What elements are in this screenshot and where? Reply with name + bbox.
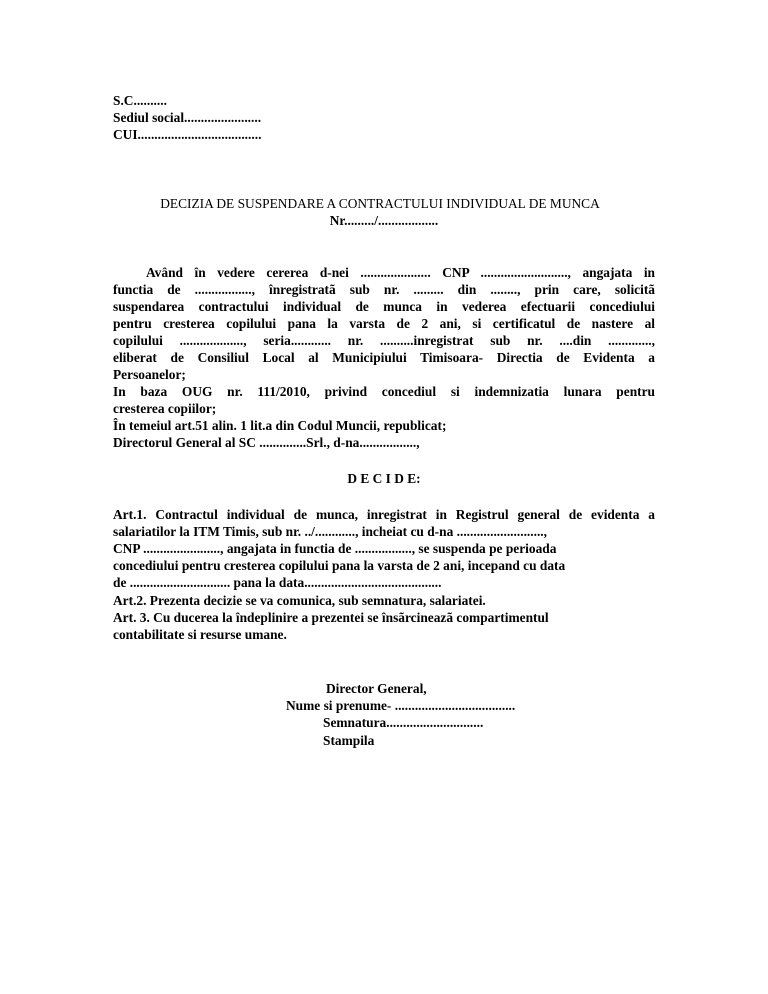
decide-heading: D E C I D E: [347,471,421,486]
article-line: CNP ......................., angajata in functia de ................., se suspenda pe perioada [113,541,557,556]
preamble-line: copilului ..................., seria............ nr. ..........inregistrat sub nr. ....din ............., [113,333,655,348]
decision-number: Nr........./.................. [329,213,439,228]
article-line: concediului pentru cresterea copilului pana la varsta de 2 ani, incepand cu data [113,558,566,573]
article-line: salariatilor la ITM Timis, sub nr. ../............, incheiat cu d-na .........................., [113,524,548,539]
signature-name: Nume si prenume- .................................... [286,698,516,713]
stamp-field: Stampila [323,733,375,748]
company-cui: CUI..................................... [113,127,262,142]
preamble-line: Directorul General al SC ..............Srl., d-na................., [113,435,420,450]
signature-title: Director General, [326,681,427,696]
document-title: DECIZIA DE SUSPENDARE A CONTRACTULUI INDIVIDUAL DE MUNCA [160,196,600,211]
article-line: Art. 3. Cu ducerea la îndeplinire a prezentei se însãrcineazã compartimentul [113,610,549,625]
preamble-line: În temeiul art.51 alin. 1 lit.a din Codul Muncii, republicat; [113,418,447,433]
preamble-line: functia de ................., înregistratã sub nr. ......... din ........, prin care, solicitã [113,282,655,297]
article-line: de .............................. pana la data......................................... [113,575,442,590]
article-line: contabilitate si resurse umane. [113,627,287,642]
signature-field: Semnatura............................. [323,715,484,730]
preamble-line: cresterea copiilor; [113,401,217,416]
article-line: Art.1. Contractul individual de munca, inregistrat in Registrul general de evidenta a [113,507,655,522]
company-sc: S.C.......... [113,93,167,108]
preamble-line: Având în vedere cererea d-nei ..................... CNP .........................., angajata in [146,265,655,280]
article-line: Art.2. Prezenta decizie se va comunica, sub semnatura, salariatei. [113,593,486,608]
preamble-line: eliberat de Consiliul Local al Municipiului Timisoara- Directia de Evidenta a [113,350,655,365]
preamble-line: pentru cresterea copilului pana la varsta de 2 ani, si certificatul de nastere al [113,316,655,331]
preamble-line: suspendarea contractului individual de munca in vederea efectuarii concediului [113,299,655,314]
company-headquarters: Sediul social....................... [113,110,262,125]
preamble-line: Persoanelor; [113,367,186,382]
preamble-line: In baza OUG nr. 111/2010, privind concediul si indemnizatia lunara pentru [113,384,655,399]
